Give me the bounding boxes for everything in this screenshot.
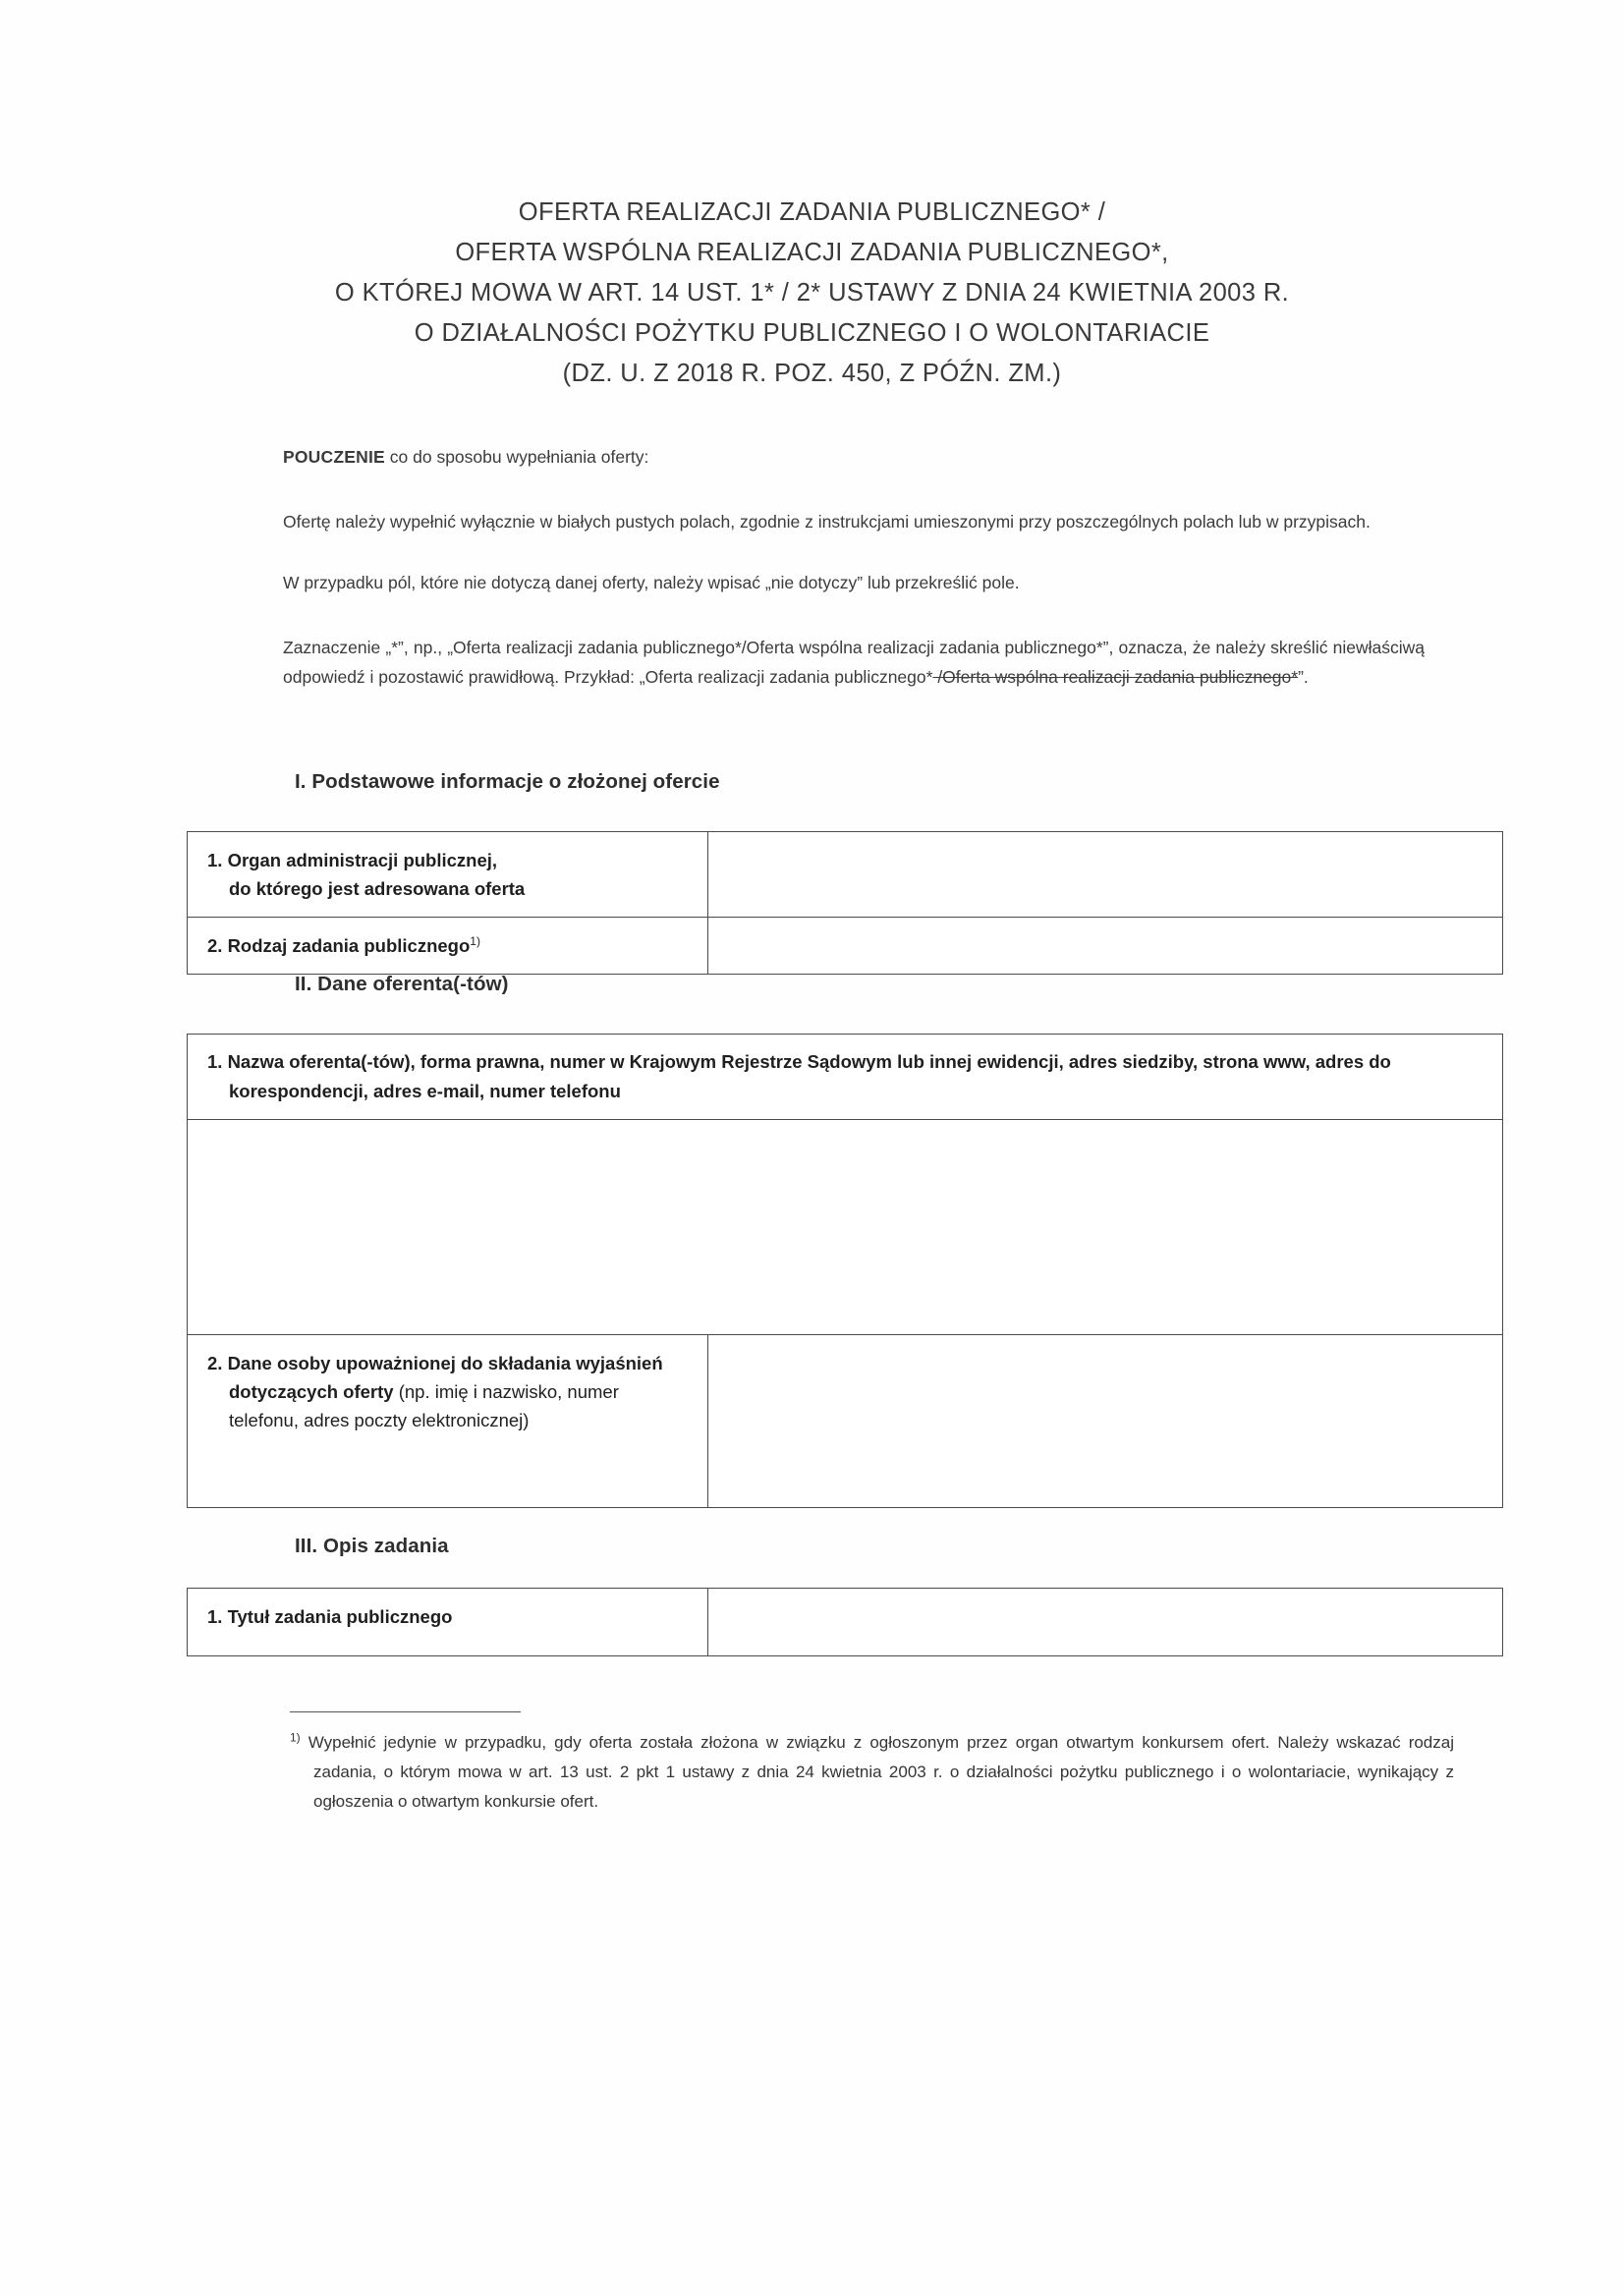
table-row: [188, 832, 1502, 918]
table-row: [188, 918, 1502, 974]
table-section-ii: [187, 1034, 1503, 1508]
footnote-1: [290, 1728, 1454, 1817]
instructions-heading-rest: co do sposobu wypełniania oferty:: [384, 447, 649, 467]
table-row: [188, 1589, 1502, 1655]
table-row: [188, 1335, 1502, 1507]
footnote-block: [290, 1711, 1454, 1817]
field-label-rodzaj-zadania: [188, 918, 708, 974]
instructions-block: [283, 444, 1425, 721]
field-label-line-3-note: telefonu, adres poczty elektronicznej): [229, 1410, 530, 1430]
section-heading-iii: III. Opis zadania: [295, 1535, 449, 1557]
instructions-paragraph-1: Ofertę należy wypełnić wyłącznie w białych pustych polach, zgodnie z instrukcjami umieszonymi przy poszczególnych polach lub w przypisach.: [283, 512, 1371, 532]
instructions-paragraph-3: [283, 633, 1425, 692]
table-section-i: [187, 831, 1503, 975]
field-label-line-2: do którego jest adresowana oferta: [229, 878, 526, 899]
field-label-line-1: 1. Nazwa oferenta(-tów), forma prawna, numer w Krajowym Rejestrze Sądowym lub innej ewidencji, adres siedziby, strona www,: [207, 1051, 1311, 1072]
table-row: [188, 1120, 1502, 1335]
title-line-3: O KTÓREJ MOWA W ART. 14 UST. 1* / 2* USTAWY Z DNIA 24 KWIETNIA 2003 R.: [334, 279, 1290, 307]
footnote-body: Wypełnić jedynie w przypadku, gdy oferta została złożona w związku z ogłoszonym przez organ otwartym konkursem ofert. Należy wskazać rodzaj zadania, o którym mowa w art. 13 ust. 2 pkt 1 ustawy z dnia 24 kwietnia 2003 r. o działalności pożytku publicznego i o wolontariacie, wynikający z ogłoszenia o otwartym konkursie ofert.: [300, 1733, 1454, 1811]
field-input-organ-administracji[interactable]: [708, 832, 1502, 917]
instructions-paragraph-3-tail: ”.: [1298, 667, 1309, 687]
title-line-2: OFERTA WSPÓLNA REALIZACJI ZADANIA PUBLICZNEGO*,: [455, 239, 1169, 266]
field-label-line-1: 2. Dane osoby upoważnionej do składania wyjaśnień: [207, 1353, 663, 1373]
instructions-heading-keyword: POUCZENIE: [283, 447, 385, 467]
footnote-separator: [290, 1711, 521, 1712]
field-label-osoba-upowazniona: [188, 1335, 708, 1507]
instructions-paragraph-3-text: Zaznaczenie „*”, np., „Oferta realizacji zadania publicznego*/Oferta wspólna realizacji zadania publicznego*”, oznacza, że należy skreślić niewłaściwą odpowiedź i pozostawić prawidłową. Przykład: „Oferta realizacji zadania publicznego*: [283, 638, 1425, 687]
footnote-number: 1): [290, 1730, 301, 1745]
title-line-1: OFERTA REALIZACJI ZADANIA PUBLICZNEGO* /: [518, 198, 1106, 226]
table-section-iii: [187, 1588, 1503, 1656]
field-label-line-2-note: (np. imię i nazwisko, numer: [393, 1381, 619, 1402]
field-input-rodzaj-zadania[interactable]: [708, 918, 1502, 974]
document-title: [0, 193, 1624, 394]
instructions-heading: [283, 444, 1425, 470]
field-label-line-1: 1. Organ administracji publicznej,: [207, 850, 498, 870]
field-input-nazwa-oferenta[interactable]: [188, 1120, 1502, 1334]
field-label-line-2: adres do korespondencji, adres e-mail, numer telefonu: [229, 1051, 1391, 1101]
field-input-osoba-upowazniona[interactable]: [708, 1335, 1502, 1507]
field-input-tytul-zadania[interactable]: [708, 1589, 1502, 1655]
field-label-text: 2. Rodzaj zadania publicznego: [207, 935, 471, 956]
field-label-line-2: dotyczących oferty: [229, 1381, 394, 1402]
field-label-tytul-zadania: 1. Tytuł zadania publicznego: [188, 1589, 708, 1655]
instructions-struck-example: /Oferta wspólna realizacji zadania publicznego*: [932, 667, 1299, 687]
footnote-marker-icon: 1): [470, 933, 480, 948]
field-label-nazwa-oferenta: [188, 1035, 1502, 1120]
section-heading-i: I. Podstawowe informacje o złożonej ofercie: [295, 770, 720, 793]
title-line-5: (DZ. U. Z 2018 R. POZ. 450, Z PÓŹN. ZM.): [562, 360, 1062, 387]
title-line-4: O DZIAŁALNOŚCI POŻYTKU PUBLICZNEGO I O WOLONTARIACIE: [414, 319, 1210, 347]
field-label-organ-administracji: [188, 832, 708, 917]
instructions-paragraph-2: W przypadku pól, które nie dotyczą danej oferty, należy wpisać „nie dotyczy” lub przekreślić pole.: [283, 573, 1020, 592]
section-heading-ii: II. Dane oferenta(-tów): [295, 973, 509, 995]
